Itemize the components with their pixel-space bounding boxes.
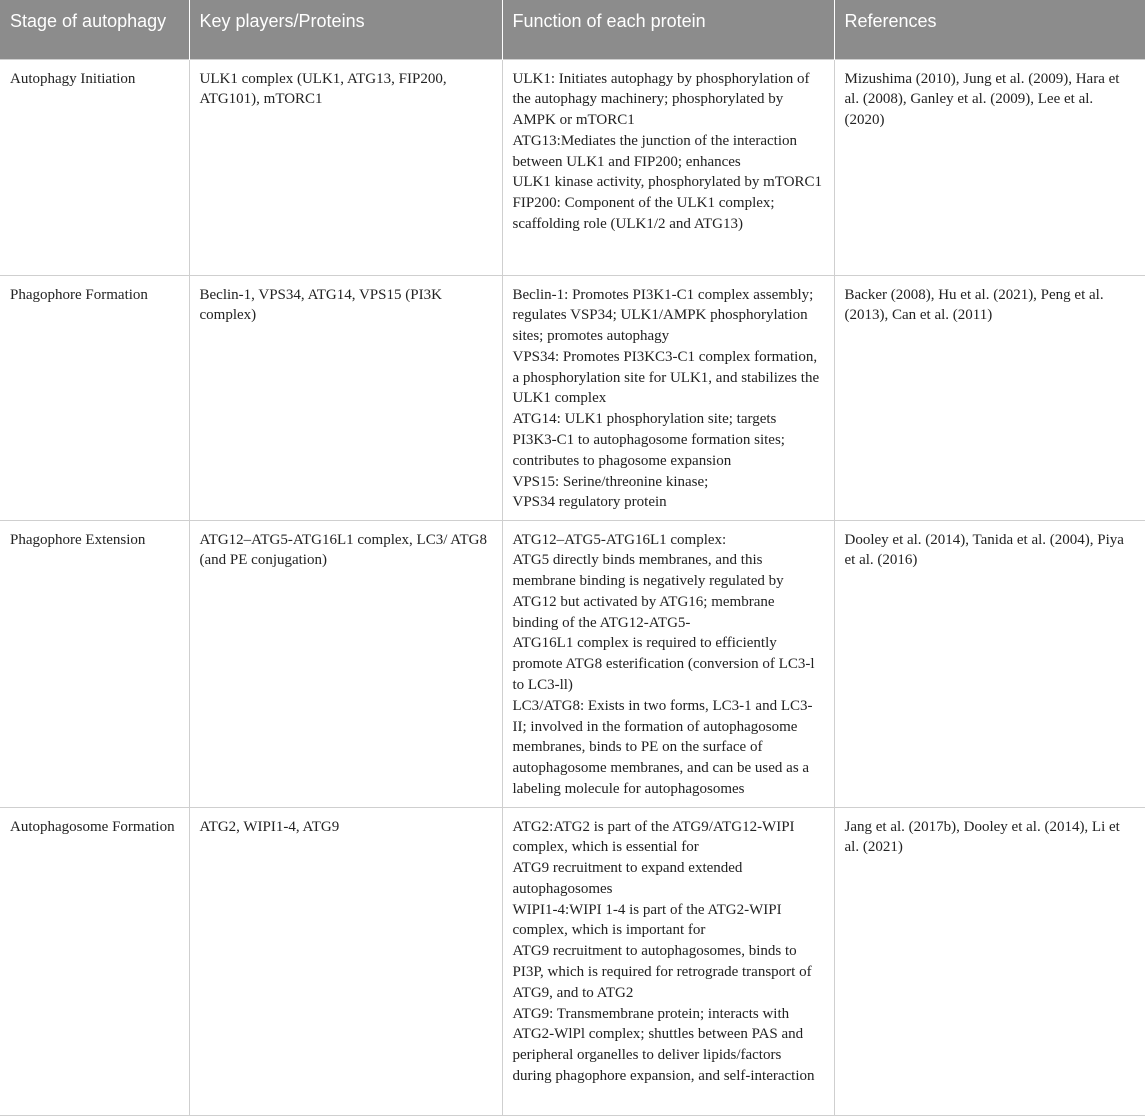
function-line: LC3/ATG8: Exists in two forms, LC3-1 and LC3-II; involved in the formation of autophagosome membranes, binds to PE on the surface of autophagosome membranes, and can be used as a labeling molecule for autophagosomes: [512, 697, 813, 798]
function-line: ATG9: Transmembrane protein; interacts with ATG2-WlPl complex; shuttles between PAS and peripheral organelles to deliver lipids/factors during phagophore expansion, and self-interaction: [512, 1005, 815, 1085]
function-line: WIPI1-4:WIPI 1-4 is part of the ATG2-WIPI complex, which is important for: [512, 901, 782, 939]
players-cell: ATG2, WIPI1-4, ATG9: [189, 807, 502, 1115]
players-cell: ATG12–ATG5-ATG16L1 complex, LC3/ ATG8 (and PE conjugation): [189, 520, 502, 807]
table-row: [0, 807, 1145, 1115]
stage-cell: Phagophore Formation: [0, 275, 189, 520]
function-cell: [502, 520, 834, 807]
table-row: [0, 520, 1145, 807]
function-line: ATG5 directly binds membranes, and this membrane binding is negatively regulated by ATG12 but activated by ATG16; membrane binding of the ATG12-ATG5-: [512, 552, 784, 631]
function-cell: [502, 807, 834, 1115]
players-cell: ULK1 complex (ULK1, ATG13, FIP200, ATG101), mTORC1: [189, 59, 502, 275]
function-line: ATG9 recruitment to expand extended autophagosomes: [512, 860, 743, 897]
function-line: ATG9 recruitment to autophagosomes, binds to PI3P, which is required for retrograde transport of ATG9, and to ATG2: [512, 943, 812, 1001]
stage-cell: Phagophore Extension: [0, 520, 189, 807]
header-references: References: [834, 0, 1145, 59]
stage-cell: Autophagosome Formation: [0, 807, 189, 1115]
function-line: ATG12–ATG5-ATG16L1 complex:: [512, 531, 727, 548]
stage-cell: Autophagy Initiation: [0, 59, 189, 275]
function-line: ATG14: ULK1 phosphorylation site; targets PI3K3-C1 to autophagosome formation sites; contributes to phagosome expansion: [512, 411, 785, 469]
header-function: Function of each protein: [502, 0, 834, 59]
function-line: VPS34: Promotes PI3KC3-C1 complex formation, a phosphorylation site for ULK1, and stabilizes the ULK1 complex: [512, 348, 820, 407]
references-cell: Mizushima (2010), Jung et al. (2009), Hara et al. (2008), Ganley et al. (2009), Lee et al. (2020): [834, 59, 1145, 275]
header-row: [0, 0, 1145, 59]
table-header: [0, 0, 1145, 59]
header-players: Key players/Proteins: [189, 0, 502, 59]
table-body: [0, 59, 1145, 1115]
function-line: ATG16L1 complex is required to efficiently promote ATG8 esterification (conversion of LC3-l to LC3-ll): [512, 635, 815, 694]
function-line: ULK1 kinase activity, phosphorylated by mTORC1: [512, 174, 823, 191]
function-line: ATG13:Mediates the junction of the interaction between ULK1 and FIP200; enhances: [512, 132, 798, 170]
references-cell: Jang et al. (2017b), Dooley et al. (2014), Li et al. (2021): [834, 807, 1145, 1115]
function-line: VPS34 regulatory protein: [512, 494, 667, 511]
function-cell: [502, 59, 834, 275]
references-cell: Backer (2008), Hu et al. (2021), Peng et al. (2013), Can et al. (2011): [834, 275, 1145, 520]
function-line: FIP200: Component of the ULK1 complex; scaffolding role (ULK1/2 and ATG13): [512, 195, 775, 233]
players-cell: Beclin-1, VPS34, ATG14, VPS15 (PI3K complex): [189, 275, 502, 520]
function-line: ATG2:ATG2 is part of the ATG9/ATG12-WIPI complex, which is essential for: [512, 818, 795, 856]
function-line: ULK1: Initiates autophagy by phosphorylation of the autophagy machinery; phosphorylated by AMPK or mTORC1: [512, 70, 810, 129]
function-line: Beclin-1: Promotes PI3K1-C1 complex assembly; regulates VSP34; ULK1/AMPK phosphorylation sites; promotes autophagy: [512, 286, 814, 345]
table-row: [0, 275, 1145, 520]
header-stage: Stage of autophagy: [0, 0, 189, 59]
function-cell: [502, 275, 834, 520]
function-line: VPS15: Serine/threonine kinase;: [512, 473, 709, 490]
table-row: [0, 59, 1145, 275]
references-cell: Dooley et al. (2014), Tanida et al. (2004), Piya et al. (2016): [834, 520, 1145, 807]
